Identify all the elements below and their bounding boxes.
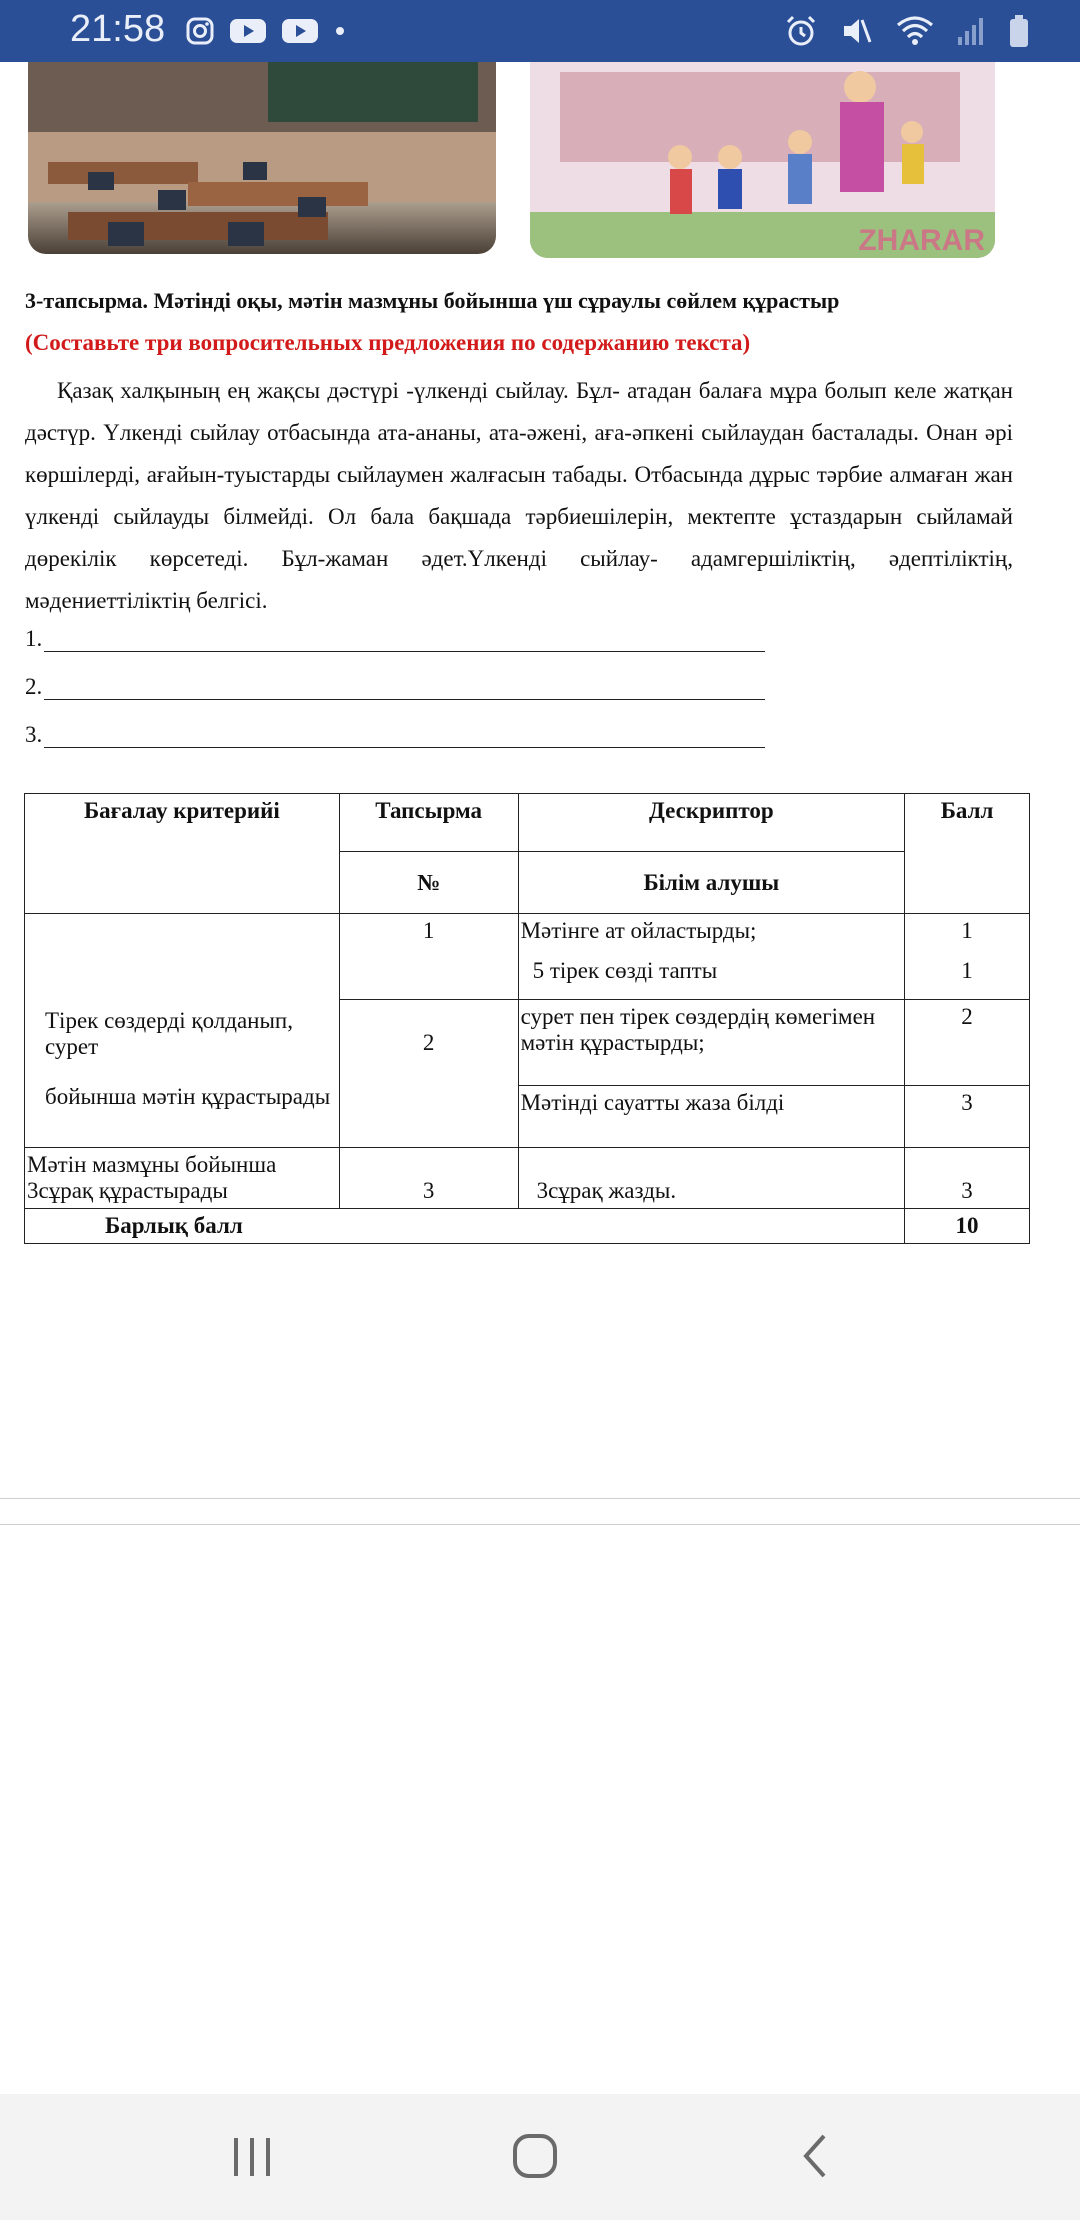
task-number: 3 — [339, 1148, 518, 1209]
score-text: 1 — [961, 918, 973, 943]
classroom-image — [28, 62, 496, 254]
system-icons — [784, 14, 1030, 48]
answer-number: 2. — [25, 674, 43, 699]
answer-number: 3. — [25, 722, 43, 747]
descriptor-text: 5 тірек сөзді тапты — [532, 958, 718, 983]
criterion-text: бойынша мәтін құрастырады — [45, 1083, 331, 1109]
score-cell: 3 — [905, 1148, 1030, 1209]
back-icon — [786, 2124, 850, 2188]
signal-icon — [956, 15, 986, 47]
table-row — [25, 1148, 1030, 1209]
descriptor-cell: сурет пен тірек сөздердің көмегімен мәтін құрастырды; — [518, 1000, 905, 1086]
task-number: 1 — [339, 914, 518, 1000]
task-number: 2 — [339, 1000, 518, 1148]
criterion-text: Тірек сөздерді қолданып, сурет — [45, 1007, 293, 1059]
descriptor-cell — [518, 914, 905, 1000]
battery-icon — [1008, 14, 1030, 48]
header-criteria: Бағалау критерийі — [25, 794, 340, 914]
page-divider — [0, 1498, 1080, 1499]
score-cell — [905, 914, 1030, 1000]
recent-apps-icon — [220, 2124, 284, 2188]
answer-line-1 — [25, 626, 765, 652]
navigation-bar — [0, 2094, 1080, 2220]
home-button[interactable] — [503, 2124, 567, 2188]
youtube-icon — [229, 17, 267, 45]
page-divider — [0, 1524, 1080, 1525]
header-score: Балл — [905, 794, 1030, 914]
answer-line-3 — [25, 722, 765, 748]
instagram-icon — [185, 16, 215, 46]
home-icon — [503, 2124, 567, 2188]
descriptor-cell: 3сұрақ жазды. — [518, 1148, 905, 1209]
score-cell: 3 — [905, 1086, 1030, 1148]
back-button[interactable] — [786, 2124, 850, 2188]
recent-apps-button[interactable] — [220, 2124, 284, 2188]
mute-icon — [840, 14, 874, 48]
header-task-no: № — [339, 852, 518, 914]
grading-table — [24, 793, 1030, 1244]
descriptor-cell: Мәтінді сауатты жаза білді — [518, 1086, 905, 1148]
task-paragraph: Қазақ халқының ең жақсы дәстүрі -үлкенді сыйлау. Бұл- атадан балаға мұра болып келе жатқан дәстүр. Үлкенді сыйлау отбасында ата-ананы, ата-әжені, аға-әпкені сыйлаудан басталады. Онан әрі көршілерді, ағайын-туыстарды сыйлаумен жалғасын табады. Отбасында дұрыс тәрбие алмаған жан үлкенді сыйлауды білмейді. Ол бала бақшада тәрбиешілерін, мектепте ұстаздарын сыйламай дөрекілік көрсетеді. Бұл-жаман әдет.Үлкенді сыйлау- адамгершіліктің, әдептіліктің, мәдениеттіліктің белгісі. — [25, 378, 1013, 613]
wifi-icon — [896, 15, 934, 47]
children-image — [530, 62, 995, 258]
answer-number: 1. — [25, 626, 43, 651]
notification-icons — [185, 16, 347, 46]
header-learner: Білім алушы — [518, 852, 905, 914]
total-value: 10 — [905, 1209, 1030, 1244]
criterion-cell: Мәтін мазмұны бойынша 3сұрақ құрастырады — [25, 1148, 340, 1209]
header-task: Тапсырма — [339, 794, 518, 852]
total-row — [25, 1209, 1030, 1244]
answer-line-2 — [25, 674, 765, 700]
score-text: 1 — [961, 958, 973, 983]
task-title: 3-тапсырма. Мәтінді оқы, мәтін мазмұны бойынша үш сұраулы сөйлем құрастыр — [25, 288, 840, 313]
status-time: 21:58 — [70, 8, 166, 50]
total-label: Барлық балл — [25, 1209, 905, 1244]
alarm-icon — [784, 14, 818, 48]
header-descriptor: Дескриптор — [518, 794, 905, 852]
youtube-icon — [281, 17, 319, 45]
status-bar — [0, 0, 1080, 62]
watermark: ZHARAR — [858, 224, 985, 257]
task-subtitle: (Составьте три вопросительных предложения по содержанию текста) — [25, 330, 751, 355]
score-cell: 2 — [905, 1000, 1030, 1086]
descriptor-text: Мәтінге ат ойластырды; — [520, 918, 757, 943]
criterion-cell — [25, 914, 340, 1148]
table-row — [25, 914, 1030, 1000]
dot-icon — [333, 24, 347, 38]
